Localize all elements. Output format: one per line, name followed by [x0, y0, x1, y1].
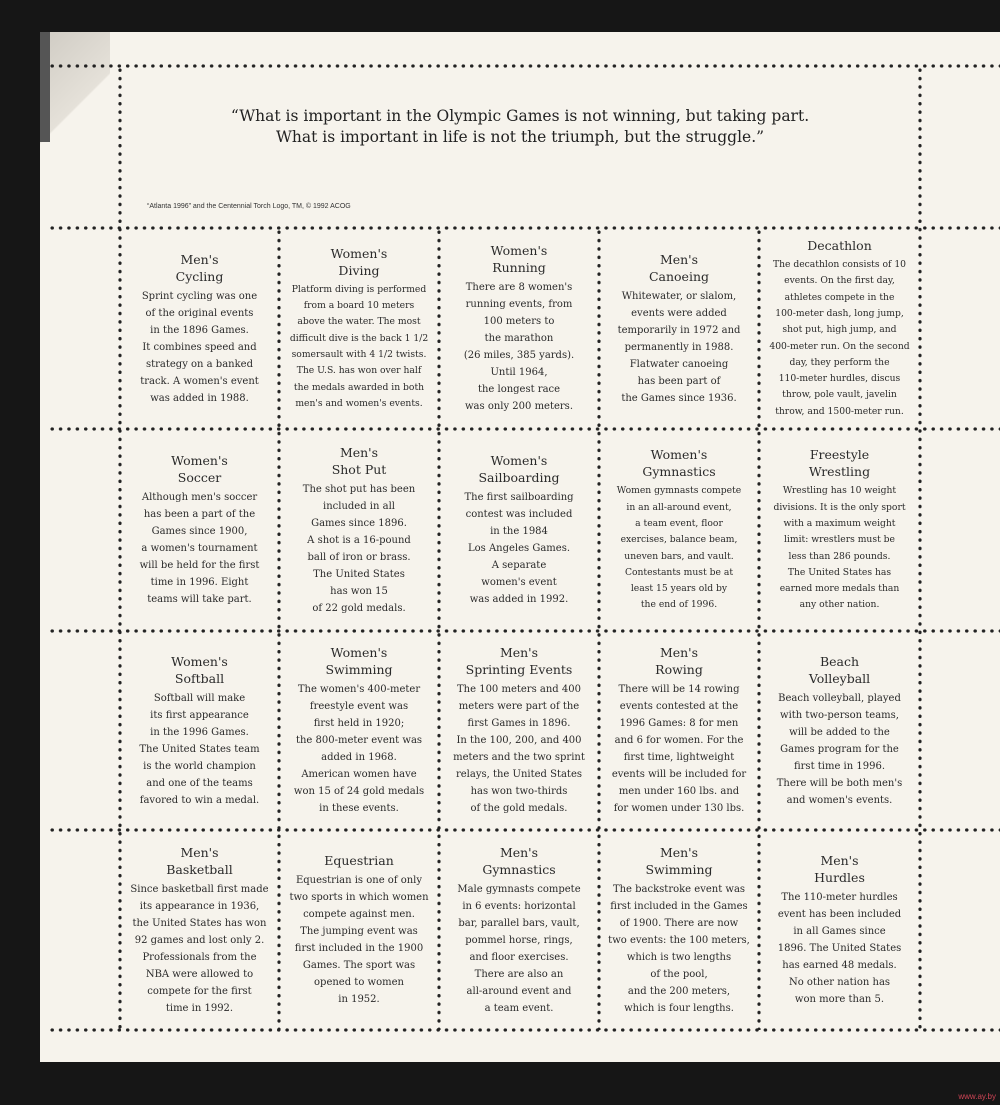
stamp-title: Decathlon: [807, 238, 872, 254]
stamp-text: Softball will make its first appearance in the 1996 Games. The United States team is the world champion and one of the teams favored to win a medal.: [139, 692, 260, 806]
stamp: [122, 633, 277, 828]
stamp-title: Women's Sailboarding: [478, 453, 560, 485]
stamp-title: Women's Diving: [330, 245, 388, 278]
stamp: [761, 431, 918, 629]
stamp: [601, 230, 757, 427]
stamp: [441, 832, 597, 1028]
stamp-title: Men's Canoeing: [648, 251, 710, 284]
stamp: [441, 431, 597, 629]
stamp-title: Men's Cycling: [175, 251, 224, 284]
stamp: [601, 431, 757, 629]
stamp: [122, 431, 277, 629]
stamp-text: The 100 meters and 400 meters were part of the first Games in 1896. In the 100, 200, and 400 meters and the two sprint relays, the United States has won two-thirds of the gold medals.: [453, 684, 585, 814]
stamp-text: The 110-meter hurdles event has been included in all Games since 1896. The United States has earned 48 medals. No other nation has won more than 5.: [777, 892, 902, 1005]
stamp-title: Men's Gymnastics: [482, 844, 556, 877]
stamp: [601, 832, 757, 1028]
quote-line-1: “What is important in the Olympic Games is not winning, but taking part.: [230, 107, 810, 125]
stamp-text: Sprint cycling was one of the original events in the 1896 Games. It combines speed and strategy on a banked track. A women's event was added in 1988.: [140, 290, 259, 404]
stamp-title: Freestyle Wrestling: [808, 447, 871, 480]
stamp-text: Although men's soccer has been a part of the Games since 1900, a women's tournament will be held for the first time in 1996. Eight teams will take part.: [139, 492, 260, 605]
stamp-title: Men's Basketball: [166, 844, 233, 877]
stamp: [281, 633, 437, 828]
stamp-text: Platform diving is performed from a board 10 meters above the water. The most difficult dive is the back 1 1/2 somersault with 4 1/2 twists. The U.S. has won over half the medals awarded in both men's and women's events.: [289, 283, 429, 409]
stamp-text: The backstroke event was first included in the Games of 1900. There are now two events: the 100 meters, which is two lengths of the pool, and the 200 meters, which is four lengths.: [608, 883, 750, 1014]
stamp: [441, 633, 597, 828]
stamp-text: Women gymnasts compete in an all-around event, a team event, floor exercises, balance beam, uneven bars, and vault. Contestants must be at least 15 years old by the end of 1996.: [616, 485, 742, 611]
stamp-title: Equestrian: [324, 853, 394, 868]
stamp-text: The decathlon consists of 10 events. On the first day, athletes compete in the 100-meter dash, long jump, shot put, high jump, and 400-meter run. On the second day, they perform the 110-meter hurdles, discus throw, pole vault, javelin throw, and 1500-meter run.: [769, 259, 910, 417]
folded-corner: [40, 32, 110, 207]
stamp-text: The first sailboarding contest was included in the 1984 Los Angeles Games. A separate women's event was added in 1992.: [464, 492, 574, 605]
stamp: [761, 230, 918, 427]
stamp-title: Men's Sprinting Events: [465, 645, 573, 677]
stamp: [281, 431, 437, 629]
stamp-title: Beach Volleyball: [808, 653, 871, 686]
corner-shadow: [40, 32, 50, 142]
stamp-text: Male gymnasts compete in 6 events: horizontal bar, parallel bars, vault, pommel horse, rings, and floor exercises. There are also an all-around event and a team event.: [457, 883, 581, 1014]
stamp-title: Men's Swimming: [645, 844, 713, 877]
stamp-title: Women's Swimming: [325, 645, 393, 677]
watermark: www.ay.by: [958, 1092, 996, 1101]
stamp-text: There are 8 women's running events, from 100 meters to the marathon (26 miles, 385 yards). Until 1964, the longest race was only 200 meters.: [463, 282, 575, 412]
stamp-title: Men's Hurdles: [814, 853, 865, 885]
stamp: [281, 230, 437, 427]
stamp: [122, 832, 277, 1028]
stamp-title: Women's Softball: [171, 653, 228, 686]
stamp: [601, 633, 757, 828]
stamp: [761, 832, 918, 1028]
stamp-text: Equestrian is one of only two sports in which women compete against men. The jumping event was first included in the 1900 Games. The sport was opened to women in 1952.: [289, 875, 429, 1005]
stamp-text: There will be 14 rowing events contested at the 1996 Games: 8 for men and 6 for women. For the first time, lightweight events will be included for men under 160 lbs. and for women under 130 lbs.: [611, 684, 747, 814]
quote-line-2: What is important in life is not the triumph, but the struggle.”: [275, 128, 765, 146]
perforation-col-5: [918, 66, 922, 1030]
stamp-title: Women's Running: [490, 243, 548, 275]
olympic-quote: [200, 106, 840, 148]
perforation-bottom: [48, 1028, 1000, 1032]
stamp: [281, 832, 437, 1028]
stamp: [122, 230, 277, 427]
stamp-title: Women's Gymnastics: [642, 447, 716, 480]
stamp-text: The women's 400-meter freestyle event was first held in 1920; the 800-meter event was added in 1968. American women have won 15 of 24 gold medals in these events.: [293, 684, 425, 814]
stamp-text: The shot put has been included in all Games since 1896. A shot is a 16-pound ball of iron or brass. The United States has won 15 of 22 gold medals.: [302, 483, 416, 614]
stamp-text: Beach volleyball, played with two-person teams, will be added to the Games program for the first time in 1996. There will be both men's and women's events.: [776, 692, 903, 806]
perforation-top: [48, 64, 1000, 68]
stamp-title: Men's Shot Put: [331, 444, 387, 477]
stamp-title: Women's Soccer: [171, 453, 228, 485]
stamp: [761, 633, 918, 828]
stamp-text: Whitewater, or slalom, events were added temporarily in 1972 and permanently in 1988. Flatwater canoeing has been part of the Games since 1936.: [617, 290, 741, 404]
stamp-text: Wrestling has 10 weight divisions. It is the only sport with a maximum weight limit: wrestlers must be less than 286 pounds. The United States has earned more medals than any other nation.: [773, 485, 906, 611]
stamp-text: Since basketball first made its appearance in 1936, the United States has won 92 games and lost only 2. Professionals from the NBA were allowed to compete for the first time in 1992.: [130, 883, 269, 1014]
copyright-notice: “Atlanta 1996” and the Centennial Torch Logo, TM, © 1992 ACOG: [147, 203, 351, 210]
stamp: [441, 230, 597, 427]
stamp-title: Men's Rowing: [655, 645, 703, 677]
